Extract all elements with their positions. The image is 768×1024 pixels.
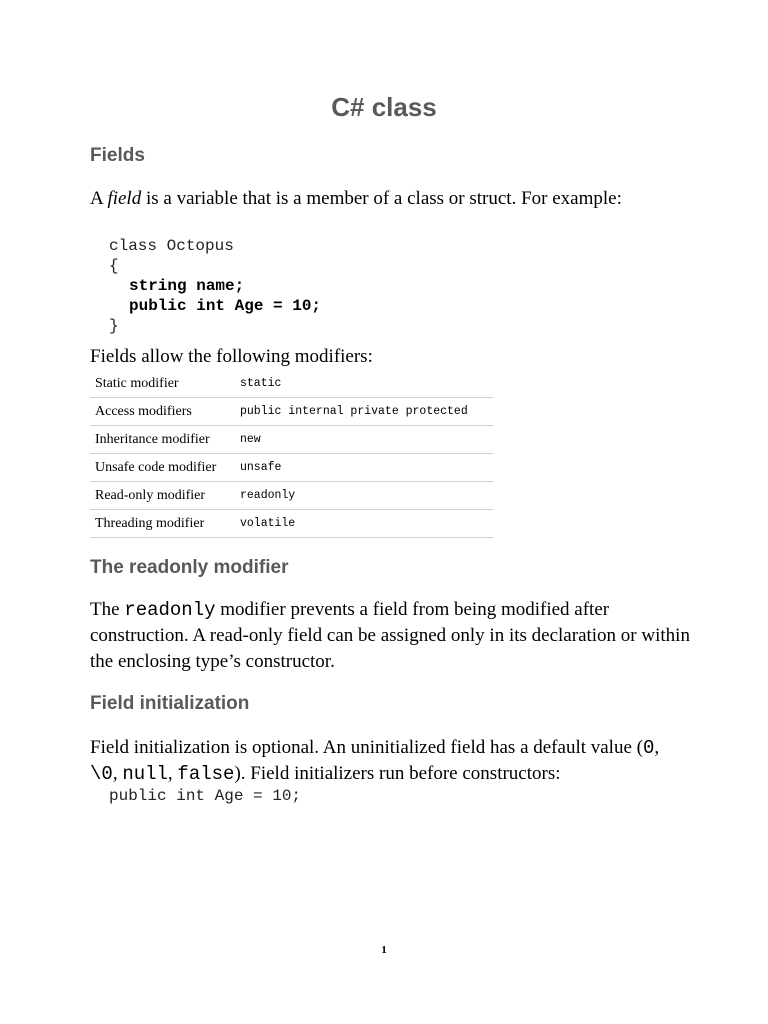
default-value: null bbox=[122, 763, 168, 785]
init-code: public int Age = 10; bbox=[109, 787, 302, 805]
modifier-name: Threading modifier bbox=[90, 510, 235, 538]
modifier-name: Access modifiers bbox=[90, 398, 235, 426]
modifier-keywords: volatile bbox=[235, 510, 493, 538]
modifier-name: Read-only modifier bbox=[90, 482, 235, 510]
fields-intro-post: is a variable that is a member of a class or struct. For example: bbox=[141, 188, 622, 209]
table-row bbox=[90, 510, 493, 538]
value-separator: , bbox=[112, 763, 123, 784]
table-row bbox=[90, 482, 493, 510]
value-separator: , bbox=[654, 737, 660, 758]
value-separator: , bbox=[167, 763, 178, 784]
modifier-keywords: new bbox=[235, 426, 493, 454]
modifier-name: Unsafe code modifier bbox=[90, 454, 235, 482]
default-value: false bbox=[177, 763, 235, 785]
field-init-paragraph bbox=[90, 735, 690, 787]
field-term: field bbox=[107, 188, 142, 209]
table-row bbox=[90, 454, 493, 482]
table-row bbox=[90, 398, 493, 426]
modifier-keywords: unsafe bbox=[235, 454, 493, 482]
modifiers-table bbox=[90, 370, 493, 538]
table-row bbox=[90, 426, 493, 454]
readonly-pre: The bbox=[90, 599, 125, 620]
code-line: class Octopus bbox=[109, 237, 234, 255]
page-number: 1 bbox=[381, 944, 387, 956]
init-text2: ). Field initializers run before constructors: bbox=[234, 763, 561, 784]
code-line: } bbox=[109, 317, 119, 335]
init-text1: Field initialization is optional. An uninitialized field has a default value ( bbox=[90, 737, 643, 758]
readonly-heading: The readonly modifier bbox=[90, 557, 289, 578]
readonly-keyword: readonly bbox=[124, 599, 216, 621]
fields-intro-paragraph bbox=[90, 186, 690, 212]
modifiers-intro: Fields allow the following modifiers: bbox=[90, 346, 373, 367]
code-line: { bbox=[109, 257, 119, 275]
modifier-keywords: static bbox=[235, 370, 493, 398]
fields-intro-pre: A bbox=[90, 188, 108, 209]
octopus-code-block bbox=[109, 236, 321, 336]
default-value: \0 bbox=[90, 763, 113, 785]
table-row bbox=[90, 370, 493, 398]
readonly-post: modifier prevents a field from being modified after construction. A read-only field can be assigned only in its declaration or within the enclosing type’s constructor. bbox=[90, 599, 690, 672]
default-value: 0 bbox=[642, 737, 655, 759]
fields-heading: Fields bbox=[90, 145, 145, 166]
readonly-paragraph bbox=[90, 597, 690, 675]
page-title: C# class bbox=[331, 92, 437, 122]
field-init-heading: Field initialization bbox=[90, 693, 250, 714]
modifier-name: Static modifier bbox=[90, 370, 235, 398]
code-line-bold: string name; bbox=[129, 277, 245, 295]
code-line-bold: public int Age = 10; bbox=[129, 297, 322, 315]
modifier-keywords: public internal private protected bbox=[235, 398, 493, 426]
modifier-keywords: readonly bbox=[235, 482, 493, 510]
modifier-name: Inheritance modifier bbox=[90, 426, 235, 454]
